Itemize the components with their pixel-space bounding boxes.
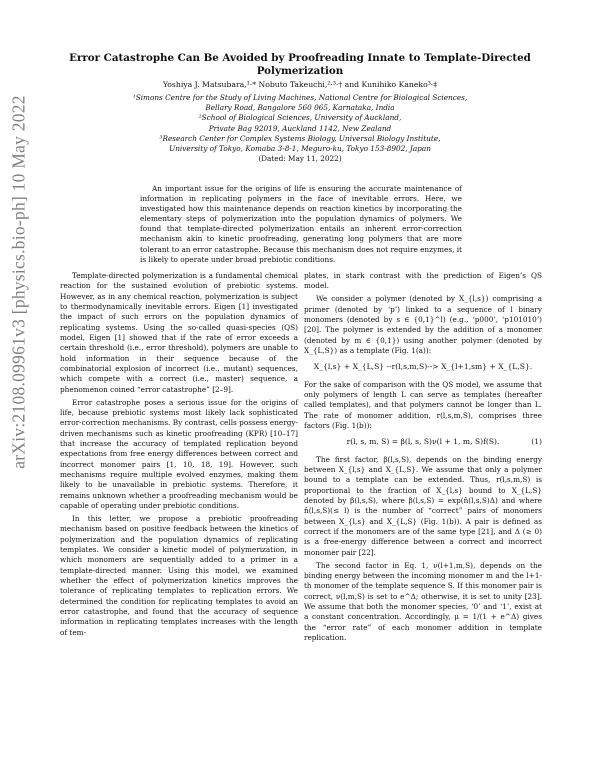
body-paragraph: The second factor in Eq. 1, ν(l+1,m,S), depends on the binding energy between the incoming monomer m and the l+1-th monomer of the template sequence S. If this monomer pair is correct, ν(l,m,S) is set to e^Δ; otherwise, it is set to unity [23]. We assume that both the monomer species, ‘0’ and ‘1’, exist at a constant concentration. Accordingly, μ = 1/(1 + e^Δ) gives the “error rate” of each monomer addition in template replication. — [304, 560, 542, 642]
rate-equation — [304, 437, 542, 447]
body-paragraph: plates, in stark contrast with the prediction of Eigen’s QS model. — [304, 271, 542, 291]
arxiv-stamp — [4, 22, 34, 542]
right-column — [304, 271, 542, 646]
date-line: (Dated: May 11, 2022) — [258, 154, 342, 164]
affiliation-line: University of Tokyo, Komaba 3-8-1, Meguro-ku, Tokyo 153-8902, Japan — [169, 144, 431, 154]
left-column — [60, 271, 298, 641]
affiliation-line: ³Research Center for Complex Systems Biology, Universal Biology Institute, — [159, 133, 441, 143]
equation-number: (1) — [531, 437, 542, 447]
affiliations — [60, 93, 540, 164]
affiliation-line: ²School of Biological Sciences, University of Auckland, — [198, 113, 402, 123]
body-paragraph: The first factor, β(l,s,S), depends on the binding energy between X_{l,s} and X_{L,S}. We assume that only a polymer bound to a template can be extended. Thus, r(l,s,m,S) is proportional to the fraction of X_{l,s} bound to X_{L,S} denoted by β(l,s,S), where β(l,s,S) = exp(n̂(l,s,S)Δ) and where n̂(l,s,S)(≤ l) is the number of “correct” pairs of monomers between X_{l,s} and X_{L,S} (Fig. 1(b)). A pair is defined as correct if the monomers are of the same type [21], and Δ (≥ 0) is a free-energy difference between a correct and incorrect monomer pair [22]. — [304, 454, 542, 557]
rate-equation-text: r(l, s, m, S) = β(l, s, S)ν(l + 1, m, S)f(S). — [346, 437, 500, 447]
body-paragraph: For the sake of comparison with the QS model, we assume that only polymers of length L can serve as templates (hereafter called templates), and that polymers cannot be longer than L. The rate of monomer addition, r(l,s,m,S), comprises three factors (Fig. 1(b)): — [304, 379, 542, 430]
body-paragraph: Error catastrophe poses a serious issue for the origins of life, because prebiotic systems most likely lack sophisticated error-correction mechanisms. By contrast, cells possess energy-driven mechanisms such as kinetic proofreading (KPR) [10–17] that increase the accuracy of templated replication beyond expectations from free energy differences between correct and incorrect monomer pairs [1, 10, 18, 19]. However, such mechanisms require multiple evolved enzymes, making them likely to be unavailable in prebiotic systems. Therefore, it remains unknown whether a proofreading mechanism would be capable of operating under prebiotic conditions. — [60, 397, 298, 511]
body-paragraph: Template-directed polymerization is a fundamental chemical reaction for the sustained evolution of prebiotic systems. However, as in any chemical reaction, polymerization is subject to thermodynamically inevitable errors. Eigen [1] investigated the impact of such errors on the population dynamics of replicating systems. Using the so-called quasi-species (QS) model, Eigen [1] showed that if the rate of error exceeds a certain threshold (i.e., error threshold), polymers are unable to hold information in their sequence because of the combinatorial explosion of incorrect (i.e., mutant) sequences, which compete with a correct (i.e., master) sequence, a phenomenon coined “error catastrophe” [2–9]. — [60, 271, 298, 394]
affiliation-line: Private Bag 92019, Auckland 1142, New Zealand — [208, 123, 392, 133]
affiliation-line: Bellary Road, Bangalore 560 065, Karnataka, India — [205, 103, 395, 113]
author-list: Yoshiya J. Matsubara,¹·* Nobuto Takeuchi,²·³·† and Kunihiko Kaneko³·‡ — [162, 80, 438, 89]
body-paragraph: In this letter, we propose a prebiotic proofreading mechanism based on positive feedback between the kinetics of polymerization and the population dynamics of replicating templates. We consider a kinetic model of polymerization, in which monomers are sequentially added to a primer in a template-directed manner. Using this model, we examined whether the effect of polymerization kinetics improves the tolerance of replicating templates to replication errors. We determined the condition for replicating templates to avoid an error catastrophe, and found that the accuracy of sequence information in replicating templates increases with the length of tem- — [60, 513, 298, 637]
arxiv-identifier: arXiv:2108.09961v3 [physics.bio-ph] 10 May 2022 — [8, 95, 29, 469]
abstract: An important issue for the origins of life is ensuring the accurate maintenance of information in replicating polymers in the face of inevitable errors. Here, we investigated how this maintenance depends on reaction kinetics by incorporating the elementary steps of polymerization into the population dynamics of polymers. We found that template-directed polymerization entails an inherent error-correction mechanism akin to kinetic proofreading, generating long polymers that are more tolerant to an error catastrophe. Because this mechanism does not require enzymes, it is likely to operate under broad prebiotic conditions. — [140, 184, 462, 264]
body-paragraph: We consider a polymer (denoted by X_{l,s}) comprising a primer (denoted by ‘p’) linked to a sequence of l binary monomers (denoted by s ∈ {0,1}^l) (e.g., ‘p000’, ‘p101010’) [20]. The polymer is extended by the addition of a monomer (denoted by m ∈ {0,1}) using another polymer (denoted by X_{L,S}) as a template (Fig. 1(a)): — [304, 294, 542, 355]
reaction-equation: X_{l,s} + X_{L,S} --r(l,s,m,S)--> X_{l+1,sm} + X_{L,S}. — [313, 362, 533, 372]
paper-title: Error Catastrophe Can Be Avoided by Proofreading Innate to Template-Directed Polymerization — [69, 52, 531, 77]
affiliation-line: ¹Simons Centre for the Study of Living Machines, National Centre for Biological Sciences, — [132, 93, 468, 102]
